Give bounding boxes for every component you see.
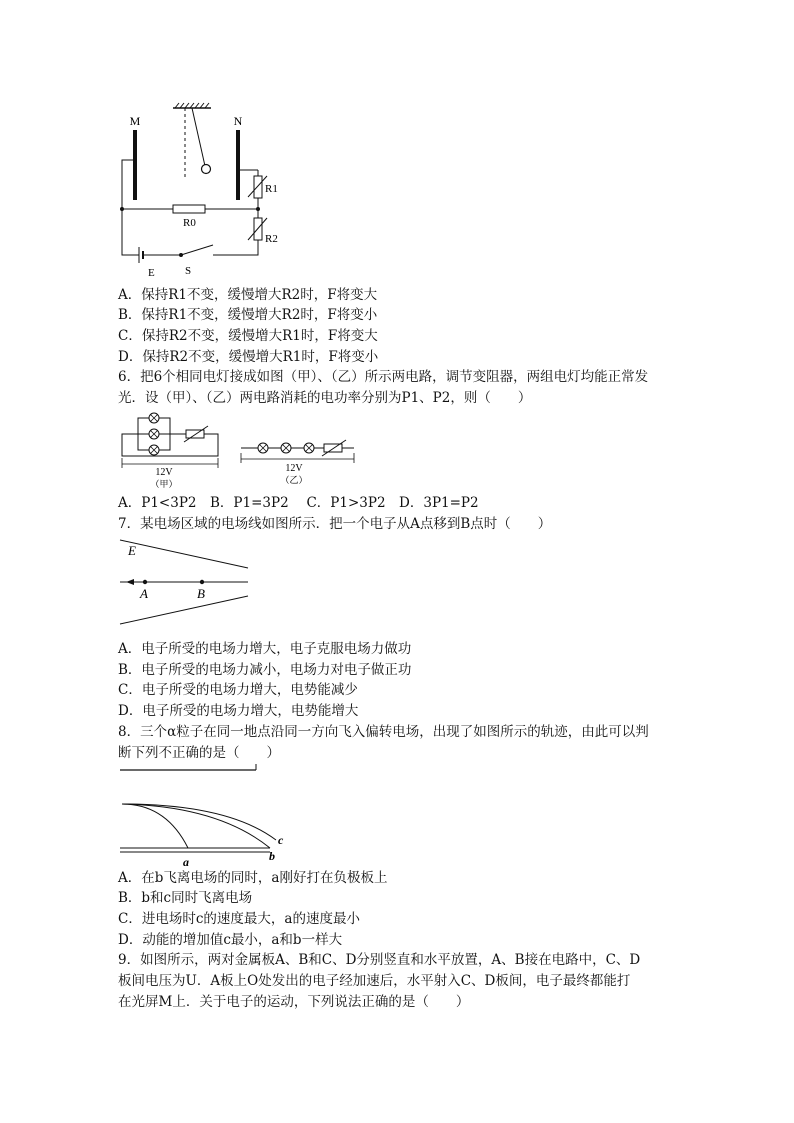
- deflection-field-figure: [118, 760, 286, 866]
- q6-stem-line1: 6．把6个相同电灯接成如图（甲）、（乙）所示两电路，调节变阻器，两组电灯均能正常发: [118, 369, 649, 385]
- q5-option-c: C．保持R2不变，缓慢增大R1时，F将变大: [118, 328, 378, 344]
- yi-voltage: 12V: [285, 463, 303, 474]
- q9-stem-line1: 9．如图所示，两对金属板A、B和C、D分别竖直和水平放置，A、B接在电路中，C、D: [118, 952, 641, 968]
- q5-option-d: D．保持R2不变，缓慢增大R1时，F将变小: [118, 349, 379, 365]
- electric-field-figure: [118, 536, 250, 636]
- q6-options: A．P1<3P2 B．P1=3P2 C．P1>3P2 D．3P1=P2: [118, 495, 479, 511]
- label-r1: R1: [265, 183, 278, 195]
- circuit-figure-jia: [118, 410, 228, 490]
- label-n: N: [233, 114, 243, 128]
- trajectory-c-label: c: [278, 833, 284, 847]
- q8-option-a: A．在b飞离电场的同时，a刚好打在负极板上: [118, 870, 388, 886]
- field-a-label: A: [140, 586, 148, 601]
- trajectory-a-label: a: [183, 855, 189, 866]
- label-s: S: [185, 265, 192, 277]
- q7-option-b: B．电子所受的电场力减小，电场力对电子做正功: [118, 662, 412, 678]
- q9-stem-line3: 在光屏M上．关于电子的运动，下列说法正确的是（ ）: [118, 994, 470, 1010]
- circuit-figure-1: [115, 100, 295, 278]
- q7-option-c: C．电子所受的电场力增大，电势能减少: [118, 682, 358, 698]
- q7-stem: 7．某电场区域的电场线如图所示．把一个电子从A点移到B点时（ ）: [118, 516, 552, 532]
- label-e: E: [148, 267, 155, 278]
- jia-voltage: 12V: [155, 467, 173, 478]
- q5-option-b: B．保持R1不变，缓慢增大R2时，F将变小: [118, 307, 378, 323]
- jia-label: （甲）: [150, 479, 178, 489]
- yi-label: （乙）: [280, 475, 308, 485]
- trajectory-b-label: b: [269, 849, 275, 863]
- q9-stem-line2: 板间电压为U．A板上O处发出的电子经加速后，水平射入C、D板间，电子最终都能打: [118, 973, 631, 989]
- label-r2: R2: [265, 233, 278, 245]
- q7-option-a: A．电子所受的电场力增大，电子克服电场力做功: [118, 641, 412, 657]
- q8-option-d: D．动能的增加值c最小，a和b一样大: [118, 932, 343, 948]
- q8-stem-line1: 8．三个α粒子在同一地点沿同一方向飞入偏转电场，出现了如图所示的轨迹，由此可以判: [118, 724, 649, 740]
- q8-option-b: B．b和c同时飞离电场: [118, 890, 253, 906]
- field-e-label: E: [128, 543, 136, 558]
- label-m: M: [129, 114, 141, 128]
- q6-stem-line2: 光．设（甲）、（乙）两电路消耗的电功率分别为P1、P2，则（ ）: [118, 390, 532, 406]
- label-r0: R0: [183, 217, 196, 229]
- q7-option-d: D．电子所受的电场力增大，电势能增大: [118, 703, 359, 719]
- q8-stem-line2: 断下列不正确的是（ ）: [118, 745, 280, 761]
- q5-option-a: A．保持R1不变，缓慢增大R2时，F将变大: [118, 287, 378, 303]
- q8-option-c: C．进电场时c的速度最大，a的速度最小: [118, 911, 360, 927]
- field-b-label: B: [197, 586, 205, 601]
- circuit-figure-yi: [238, 436, 358, 492]
